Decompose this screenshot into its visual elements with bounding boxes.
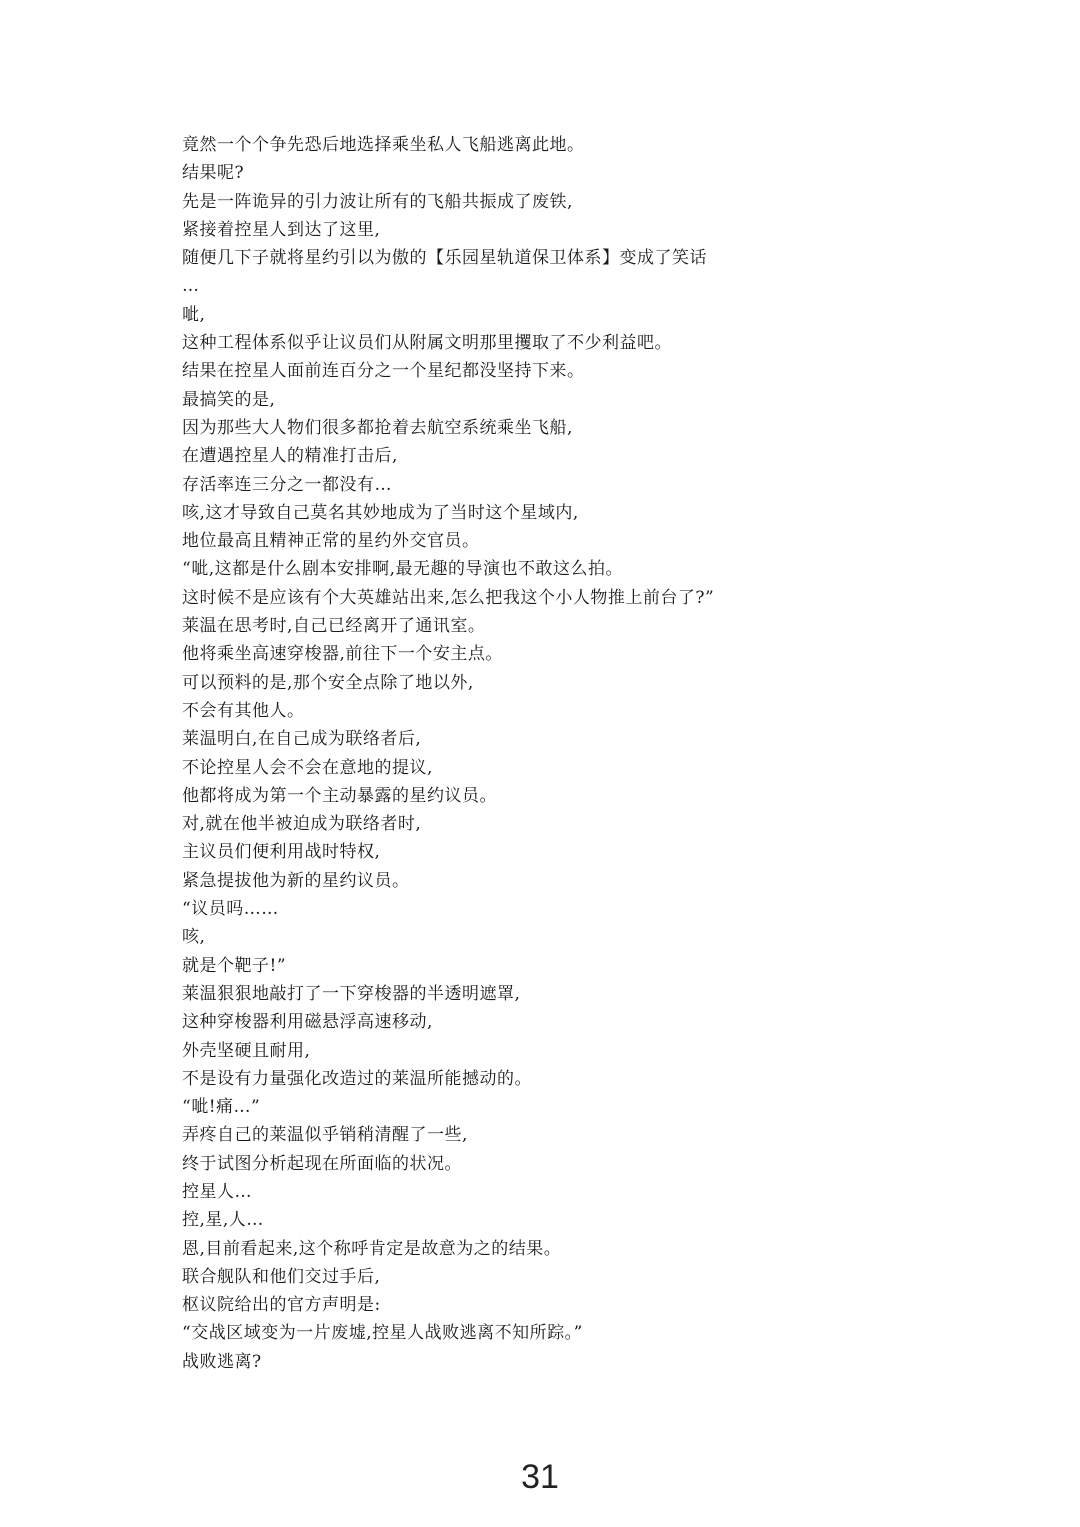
- text-line: 这种穿梭器利用磁悬浮高速移动,: [182, 1012, 433, 1033]
- text-line: “呲!痛…”: [182, 1097, 261, 1118]
- text-line: 因为那些大人物们很多都抢着去航空系统乘坐飞船,: [182, 417, 573, 438]
- text-line: 这时候不是应该有个大英雄站出来,怎么把我这个小人物推上前台了?”: [182, 587, 715, 608]
- text-line: 不是设有力量强化改造过的莱温所能撼动的。: [182, 1068, 532, 1089]
- text-line: 战败逃离?: [182, 1351, 262, 1372]
- text-line: 控星人…: [182, 1181, 252, 1202]
- text-line: 终于试图分析起现在所面临的状况。: [182, 1153, 462, 1174]
- text-line: 外壳坚硬且耐用,: [182, 1040, 311, 1061]
- text-line: 咳,: [182, 927, 206, 948]
- text-line: 联合舰队和他们交过手后,: [182, 1266, 381, 1287]
- text-line: …: [182, 276, 200, 297]
- text-line: 他都将成为第一个主动暴露的星约议员。: [182, 785, 497, 806]
- text-line: 结果呢?: [182, 163, 245, 184]
- text-line: 就是个靶子!”: [182, 955, 287, 976]
- text-line: 主议员们便利用战时特权,: [182, 842, 381, 863]
- text-line: 莱温明白,在自己成为联络者后,: [182, 729, 422, 750]
- text-line: 咳,这才导致自己莫名其妙地成为了当时这个星域内,: [182, 502, 579, 523]
- text-line: 恩,目前看起来,这个称呼肯定是故意为之的结果。: [182, 1238, 562, 1259]
- text-line: 结果在控星人面前连百分之一个星纪都没坚持下来。: [182, 361, 585, 382]
- body-text: [182, 131, 942, 1376]
- text-line: 可以预料的是,那个安全点除了地以外,: [182, 672, 474, 693]
- text-line: 不会有其他人。: [182, 700, 305, 721]
- text-line: 不论控星人会不会在意地的提议,: [182, 757, 433, 778]
- text-line: 随便几下子就将星约引以为傲的【乐园星轨道保卫体系】变成了笑话: [182, 248, 707, 269]
- text-line: 在遭遇控星人的精准打击后,: [182, 446, 398, 467]
- text-line: 紧急提拔他为新的星约议员。: [182, 870, 410, 891]
- text-line: 先是一阵诡异的引力波让所有的飞船共振成了废铁,: [182, 191, 573, 212]
- text-line: 莱温在思考时,自己已经离开了通讯室。: [182, 616, 486, 637]
- text-line: 他将乘坐高速穿梭器,前往下一个安主点。: [182, 644, 503, 665]
- page-number: 31: [521, 1458, 559, 1496]
- text-line: “交战区域变为一片废墟,控星人战败逃离不知所踪。”: [182, 1323, 583, 1344]
- text-line: 莱温狠狠地敲打了一下穿梭器的半透明遮罩,: [182, 983, 521, 1004]
- text-line: 呲,: [182, 304, 206, 325]
- text-line: 对,就在他半被迫成为联络者时,: [182, 814, 422, 835]
- text-line: 弄疼自己的莱温似乎销稍清醒了一些,: [182, 1125, 468, 1146]
- text-line: 存活率连三分之一都没有…: [182, 474, 392, 495]
- text-line: “呲,这都是什么剧本安排啊,最无趣的导演也不敢这么拍。: [182, 559, 623, 580]
- text-line: 这种工程体系似乎让议员们从附属文明那里攫取了不少利益吧。: [182, 333, 672, 354]
- text-line: 控,星,人…: [182, 1210, 264, 1231]
- text-line: 最搞笑的是,: [182, 389, 276, 410]
- text-line: 紧接着控星人到达了这里,: [182, 219, 381, 240]
- text-line: “议员吗……: [182, 899, 279, 920]
- text-line: 地位最高且精神正常的星约外交官员。: [182, 531, 480, 552]
- text-line: 竟然一个个争先恐后地选择乘坐私人飞船逃离此地。: [182, 135, 585, 155]
- text-line: 枢议院给出的官方声明是:: [182, 1295, 381, 1316]
